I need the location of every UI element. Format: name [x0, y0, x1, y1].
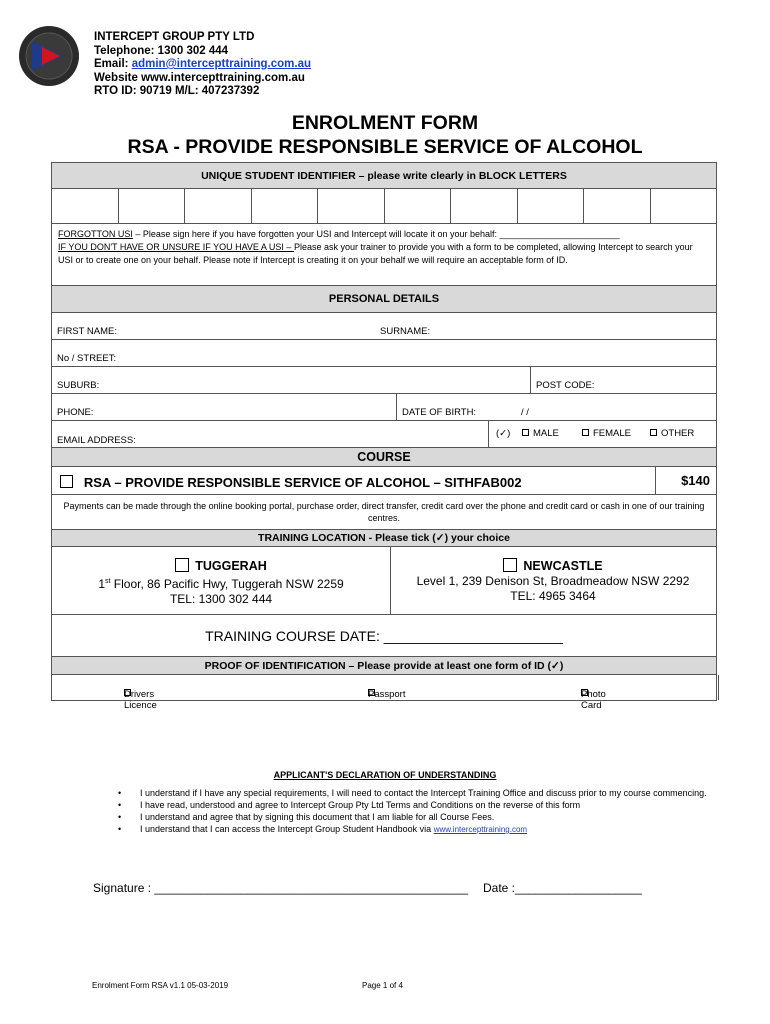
course-row [52, 467, 716, 495]
form-subtitle: RSA - PROVIDE RESPONSIBLE SERVICE OF ALCOHOL [127, 136, 643, 158]
email-label: EMAIL ADDRESS: [57, 435, 136, 446]
tuggerah-addr-rest: Floor, 86 Pacific Hwy, Tuggerah NSW 2259 [110, 577, 344, 591]
signature-date-field[interactable]: Date :___________________ [483, 881, 642, 895]
declaration-title: APPLICANT'S DECLARATION OF UNDERSTANDING [273, 770, 497, 780]
company-email [94, 58, 311, 72]
course-price: $140 [681, 473, 710, 488]
footer-page-number: Page 1 of 4 [362, 981, 403, 990]
identification-header: PROOF OF IDENTIFICATION – Please provide at least one form of ID (✓) [52, 657, 716, 675]
other-label: OTHER [661, 428, 695, 439]
street-label: No / STREET: [57, 353, 117, 364]
location-tuggerah[interactable] [52, 547, 390, 615]
suburb-label: SUBURB: [57, 380, 100, 391]
declaration-item: • I have read, understood and agree to Intercept Group Pty Ltd Terms and Conditions on the reverse of this form [118, 799, 718, 811]
payment-note: Payments can be made through the online booking portal, purchase order, direct transfer, credit card over the phone and credit card or cash in one of our training centres. [52, 495, 716, 530]
location-row [52, 547, 716, 615]
forgotten-usi-text: – Please sign here if you have forgotten your USI and Intercept will locate it on your behalf: ________________________ [132, 229, 620, 239]
course-option[interactable] [60, 475, 522, 490]
declaration-item-text: I understand that I can access the Intercept Group Student Handbook via [140, 824, 434, 834]
gender-female[interactable] [582, 428, 631, 439]
email-gender-row [52, 421, 716, 448]
gender-tick-hint: (✓) [496, 428, 511, 439]
form-title: ENROLMENT FORM [291, 112, 479, 134]
street-row[interactable] [52, 340, 716, 367]
tuggerah-address [52, 574, 390, 592]
tuggerah-addr-num: 1 [98, 577, 105, 591]
signature-field[interactable]: Signature : _______________________________________________ [93, 881, 469, 895]
location-header: TRAINING LOCATION - Please tick (✓) your choice [52, 530, 716, 547]
newcastle-tel: TEL: 4965 3464 [510, 589, 596, 603]
first-name-label: FIRST NAME: [57, 326, 117, 337]
dob-label: DATE OF BIRTH: [402, 407, 477, 418]
footer-version: Enrolment Form RSA v1.1 05-03-2019 [92, 981, 229, 990]
id-option-label: Passport [368, 689, 406, 700]
tuggerah-title [52, 558, 390, 574]
checkbox-icon [522, 429, 529, 436]
checkbox-icon [60, 475, 73, 488]
id-option-label: Photo Card [581, 689, 606, 711]
usi-header: UNIQUE STUDENT IDENTIFIER – please write clearly in BLOCK LETTERS [52, 163, 716, 189]
enrolment-form [51, 162, 717, 711]
location-newcastle[interactable] [390, 547, 716, 615]
company-website: Website www.intercepttraining.com.au [94, 71, 305, 84]
divider [655, 467, 656, 494]
suburb-row[interactable] [52, 367, 716, 394]
personal-details-header: PERSONAL DETAILS [52, 286, 716, 313]
usi-boxes [52, 189, 716, 224]
usi-box[interactable] [518, 189, 585, 223]
tuggerah-tel: TEL: 1300 302 444 [169, 592, 273, 606]
checkbox-icon [503, 558, 517, 572]
tuggerah-name: TUGGERAH [195, 559, 267, 573]
gender-male[interactable] [522, 428, 559, 439]
company-telephone: Telephone: 1300 302 444 [94, 44, 229, 57]
usi-box[interactable] [318, 189, 385, 223]
divider [396, 394, 397, 420]
forgotten-usi-label: FORGOTTON USI [58, 229, 133, 239]
phone-label: PHONE: [57, 407, 94, 418]
newcastle-address: Level 1, 239 Denison St, Broadmeadow NSW 2292 [416, 574, 690, 588]
declaration-item [118, 823, 718, 836]
declaration-list [118, 787, 718, 836]
intercept-logo [18, 25, 80, 87]
newcastle-name: NEWCASTLE [523, 559, 603, 573]
id-option-label: Drivers Licence [124, 689, 157, 711]
company-rto: RTO ID: 90719 M/L: 407237392 [94, 85, 260, 97]
name-row[interactable] [52, 313, 716, 340]
course-date-field[interactable]: TRAINING COURSE DATE: _______________________ [52, 615, 716, 657]
usi-box[interactable] [185, 189, 252, 223]
company-name: INTERCEPT GROUP PTY LTD [94, 31, 255, 43]
email-label: Email: [94, 58, 132, 70]
company-info [94, 31, 311, 99]
email-link[interactable]: admin@intercepttraining.com.au [131, 58, 311, 70]
usi-box[interactable] [252, 189, 319, 223]
unsure-usi-label: IF YOU DON'T HAVE OR UNSURE IF YOU HAVE A USI – [58, 242, 294, 252]
identification-row [52, 675, 719, 711]
phone-row[interactable] [52, 394, 716, 421]
surname-label: SURNAME: [380, 326, 431, 337]
checkbox-icon [650, 429, 657, 436]
declaration-item: • I understand if I have any special requirements, I will need to contact the Intercept Training Office and discuss prior to my course commencing. [118, 787, 718, 799]
unsure-usi [58, 241, 710, 267]
gender-other[interactable] [650, 428, 694, 439]
male-label: MALE [533, 428, 559, 439]
unsure-usi-text: Please ask your trainer to provide you with a form to be completed, allowing Intercept to search your USI or to create one on your behalf. Please note if Intercept is creating it on your behalf we will require an acceptable form of ID. [58, 242, 693, 265]
usi-box[interactable] [584, 189, 651, 223]
usi-box[interactable] [119, 189, 186, 223]
divider [530, 367, 531, 393]
post-code-label: POST CODE: [536, 380, 595, 391]
female-label: FEMALE [593, 428, 632, 439]
usi-box[interactable] [451, 189, 518, 223]
course-name: RSA – PROVIDE RESPONSIBLE SERVICE OF ALCOHOL – SITHFAB002 [83, 475, 522, 490]
usi-note [52, 224, 716, 286]
tuggerah-addr-sup: st [105, 578, 111, 585]
checkbox-icon [582, 429, 589, 436]
dob-slashes: / / [521, 407, 529, 418]
usi-box[interactable] [385, 189, 452, 223]
newcastle-title [390, 558, 716, 574]
usi-box[interactable] [52, 189, 119, 223]
forgotten-usi[interactable] [58, 228, 710, 241]
course-header: COURSE [52, 448, 716, 467]
handbook-link[interactable]: www.intercepttraining.com [433, 825, 528, 834]
usi-box[interactable] [651, 189, 717, 223]
divider [488, 421, 489, 447]
checkbox-icon [175, 558, 189, 572]
declaration-item: • I understand and agree that by signing this document that I am liable for all Course Fees. [118, 811, 718, 823]
